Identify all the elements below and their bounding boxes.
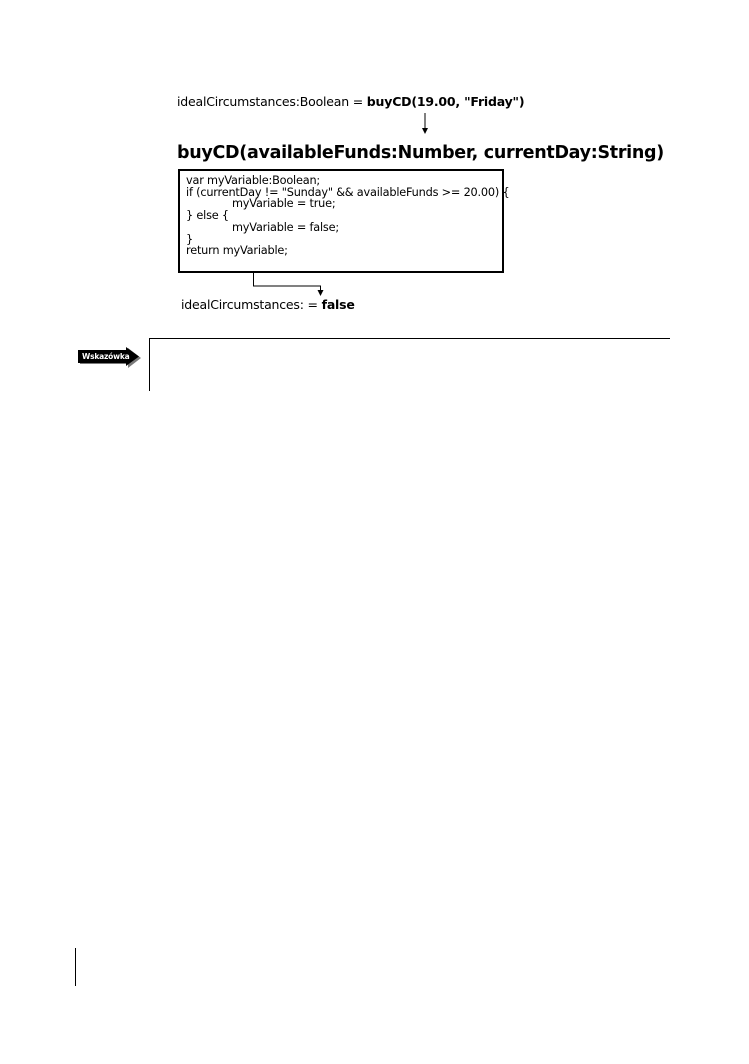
call-expression — [177, 94, 524, 109]
code-block — [178, 169, 510, 273]
code-line: } — [186, 232, 193, 246]
call-function: buyCD(19.00, "Friday") — [366, 94, 525, 109]
result-expression — [181, 297, 355, 312]
page-margin-rule — [75, 948, 76, 986]
return-arrow-icon — [253, 272, 333, 298]
result-prefix: idealCircumstances: = — [181, 297, 322, 312]
code-line: var myVariable:Boolean; — [186, 174, 321, 187]
result-value: false — [321, 297, 355, 312]
tip-top-rule — [149, 338, 670, 339]
call-prefix: idealCircumstances:Boolean = — [177, 94, 367, 109]
code-line: myVariable = true; — [232, 197, 336, 211]
code-line: return myVariable; — [186, 244, 288, 258]
arrow-down-icon — [419, 113, 431, 135]
code-line: myVariable = false; — [232, 220, 339, 234]
tip-left-rule — [149, 338, 150, 391]
tip-badge-label: Wskazówka — [82, 352, 130, 361]
tip-badge — [78, 347, 142, 369]
code-line: if (currentDay != "Sunday" && availableFunds >= 20.00) { — [186, 185, 510, 199]
code-line: } else { — [186, 209, 229, 223]
function-signature: buyCD(availableFunds:Number, currentDay:String) — [177, 143, 664, 163]
